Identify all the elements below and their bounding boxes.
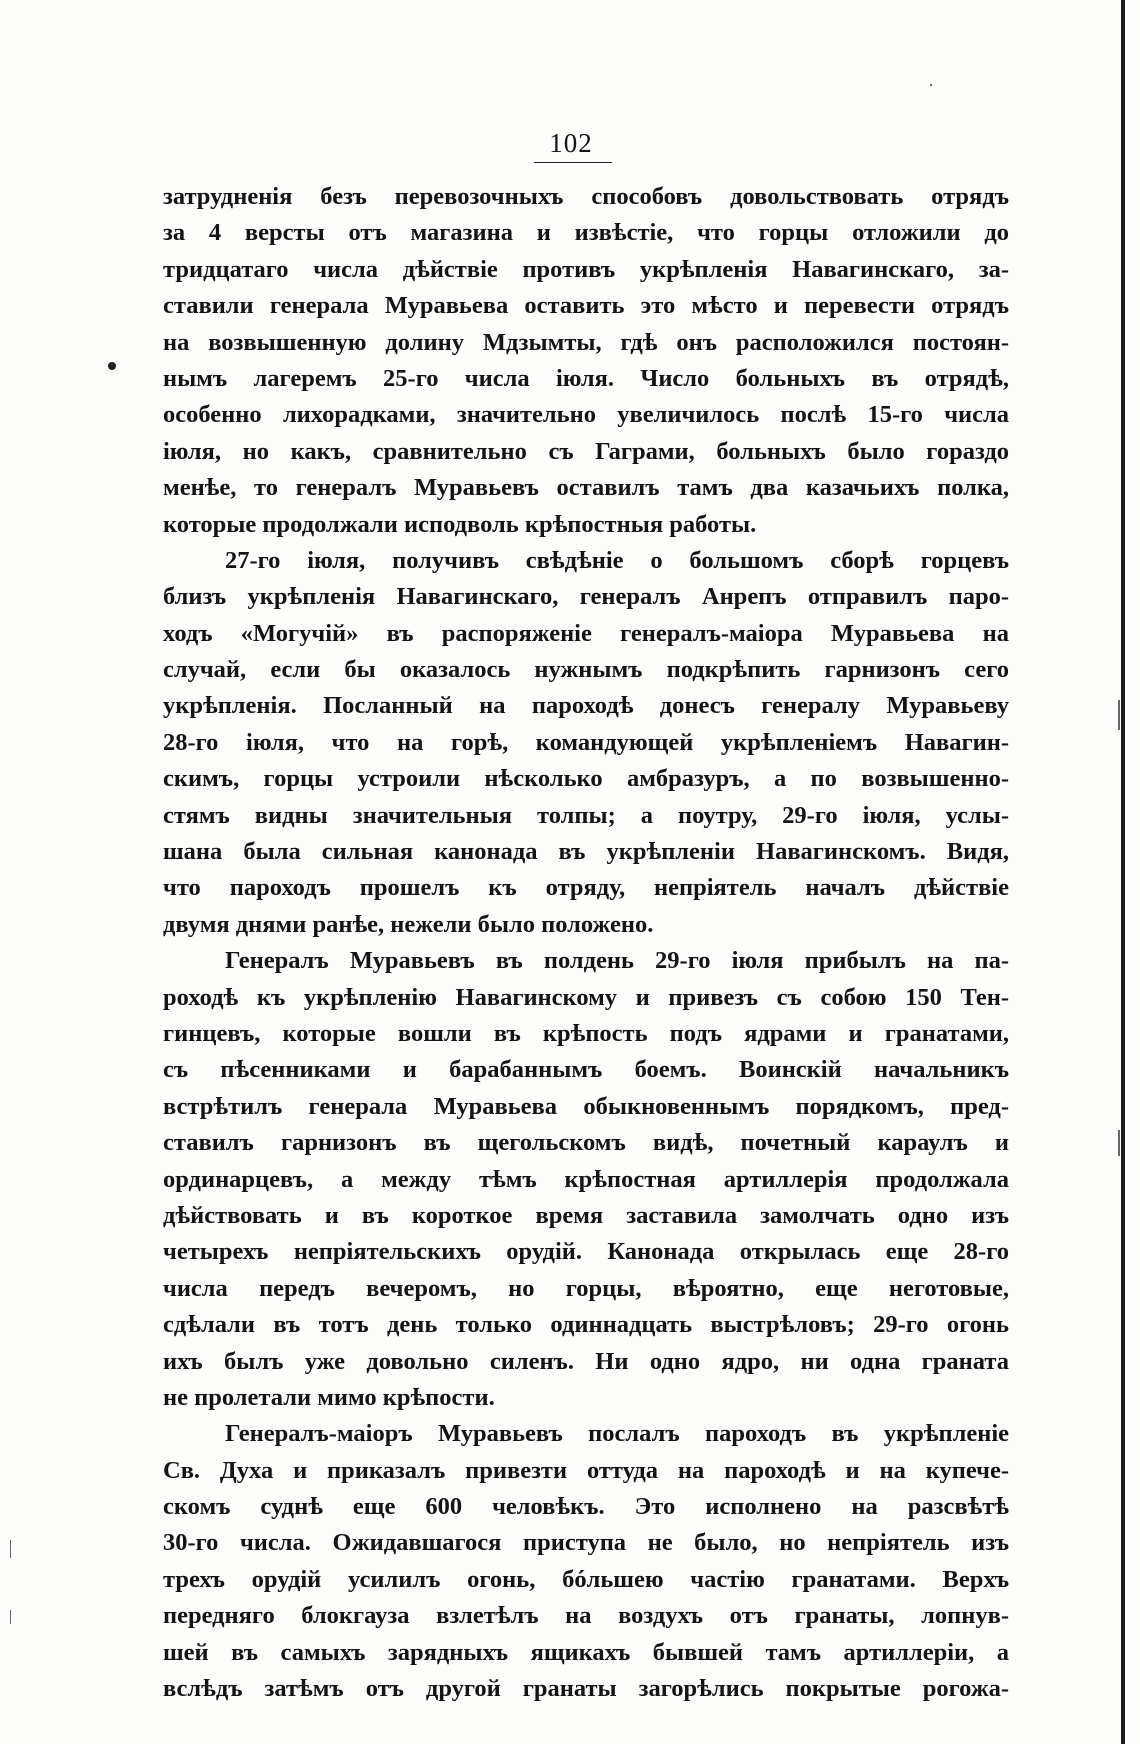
page-number-underline bbox=[534, 162, 612, 163]
text-line: іюля, но какъ, сравнительно съ Гаграми, больныхъ было гораздо bbox=[163, 437, 1009, 465]
text-line: Генералъ-маіоръ Муравьевъ послалъ пароходъ въ укрѣпленіе bbox=[225, 1420, 1009, 1448]
text-line: передняго блокгауза взлетѣлъ на воздухъ отъ гранаты, лопнув- bbox=[163, 1602, 1009, 1630]
text-line: дѣйствовать и въ короткое время заставила замолчать одно изъ bbox=[163, 1201, 1009, 1229]
body-text bbox=[163, 179, 1009, 1707]
text-line: шана была сильная канонада въ укрѣпленіи Навагинскомъ. Видя, bbox=[163, 838, 1009, 866]
text-line: съ пѣсенниками и барабаннымъ боемъ. Воинскій начальникъ bbox=[163, 1056, 1009, 1084]
text-line: особенно лихорадками, значительно увеличилось послѣ 15-го числа bbox=[163, 401, 1009, 429]
text-line: сдѣлали въ тотъ день только одиннадцать выстрѣловъ; 29-го огонь bbox=[163, 1311, 1009, 1339]
text-line: которые продолжали исподволь крѣпостныя работы. bbox=[163, 510, 757, 538]
text-line: числа передъ вечеромъ, но горцы, вѣроятно, еще неготовые, bbox=[163, 1274, 1009, 1302]
text-line: случай, если бы оказалось нужнымъ подкрѣпить гарнизонъ сего bbox=[163, 656, 1009, 684]
scan-speck bbox=[10, 1610, 11, 1624]
text-line: не пролетали мимо крѣпости. bbox=[163, 1383, 495, 1411]
text-line: шей въ самыхъ зарядныхъ ящикахъ бывшей тамъ артиллеріи, а bbox=[163, 1638, 1009, 1666]
text-line: скомъ суднѣ еще 600 человѣкъ. Это исполнено на разсвѣтѣ bbox=[163, 1493, 1009, 1521]
text-line: ходъ «Могучій» въ распоряженіе генералъ-маіора Муравьева на bbox=[163, 619, 1009, 647]
scan-speck bbox=[1118, 1130, 1120, 1156]
text-line: ставили генерала Муравьева оставить это мѣсто и перевести отрядъ bbox=[163, 292, 1009, 320]
text-line: 30-го числа. Ожидавшагося приступа не было, но непріятель изъ bbox=[163, 1529, 1009, 1557]
text-line: вслѣдъ затѣмъ отъ другой гранаты загорѣлись покрытые рогожа- bbox=[163, 1675, 1009, 1703]
text-line: двумя днями ранѣе, нежели было положено. bbox=[163, 910, 654, 938]
text-line: ихъ былъ уже довольно силенъ. Ни одно ядро, ни одна граната bbox=[163, 1347, 1009, 1375]
text-line: роходѣ къ укрѣпленію Навагинскому и привезъ съ собою 150 Тен- bbox=[163, 983, 1009, 1011]
text-line: за 4 версты отъ магазина и извѣстіе, что горцы отложили до bbox=[163, 219, 1009, 247]
text-line: ординарцевъ, а между тѣмъ крѣпостная артиллерія продолжала bbox=[163, 1165, 1009, 1193]
text-line: гинцевъ, которые вошли въ крѣпость подъ ядрами и гранатами, bbox=[163, 1019, 1009, 1047]
text-line: нымъ лагеремъ 25-го числа іюля. Число больныхъ въ отрядѣ, bbox=[163, 364, 1009, 392]
text-line: ставилъ гарнизонъ въ щегольскомъ видѣ, почетный караулъ и bbox=[163, 1129, 1009, 1157]
text-line: менѣе, то генералъ Муравьевъ оставилъ тамъ два казачьихъ полка, bbox=[163, 474, 1009, 502]
text-line: Св. Духа и приказалъ привезти оттуда на пароходѣ и на купече- bbox=[163, 1456, 1009, 1484]
text-line: тридцатаго числа дѣйствіе противъ укрѣпленія Навагинскаго, за- bbox=[163, 255, 1009, 283]
text-line: 27-го іюля, получивъ свѣдѣніе о большомъ сборѣ горцевъ bbox=[225, 546, 1009, 574]
text-line: близъ укрѣпленія Навагинскаго, генералъ Анрепъ отправилъ паро- bbox=[163, 583, 1009, 611]
text-line: встрѣтилъ генерала Муравьева обыкновеннымъ порядкомъ, пред- bbox=[163, 1092, 1009, 1120]
margin-dot bbox=[108, 362, 116, 370]
text-line: скимъ, горцы устроили нѣсколько амбразуръ, а по возвышенно- bbox=[163, 765, 1009, 793]
text-line: укрѣпленія. Посланный на пароходѣ донесъ генералу Муравьеву bbox=[163, 692, 1009, 720]
text-line: затрудненія безъ перевозочныхъ способовъ довольствовать отрядъ bbox=[163, 183, 1009, 210]
scan-speck bbox=[930, 84, 932, 86]
page-number: 102 bbox=[549, 128, 593, 158]
text-line: 28-го іюля, что на горѣ, командующей укрѣпленіемъ Навагин- bbox=[163, 728, 1009, 756]
scan-speck bbox=[1118, 700, 1120, 730]
text-line: что пароходъ прошелъ къ отряду, непріятель началъ дѣйствіе bbox=[163, 874, 1009, 902]
text-line: стямъ видны значительныя толпы; а поутру, 29-го іюля, услы- bbox=[163, 801, 1009, 829]
text-line: на возвышенную долину Мдзымты, гдѣ онъ расположился постоян- bbox=[163, 328, 1009, 356]
page-edge-rule bbox=[1121, 0, 1125, 1744]
text-line: четырехъ непріятельскихъ орудій. Канонада открылась еще 28-го bbox=[163, 1238, 1009, 1266]
text-line: Генералъ Муравьевъ въ полдень 29-го іюля прибылъ на па- bbox=[225, 947, 1009, 975]
scan-speck bbox=[10, 1540, 11, 1558]
text-line: трехъ орудій усилилъ огонь, бóльшею частію гранатами. Верхъ bbox=[163, 1565, 1009, 1593]
